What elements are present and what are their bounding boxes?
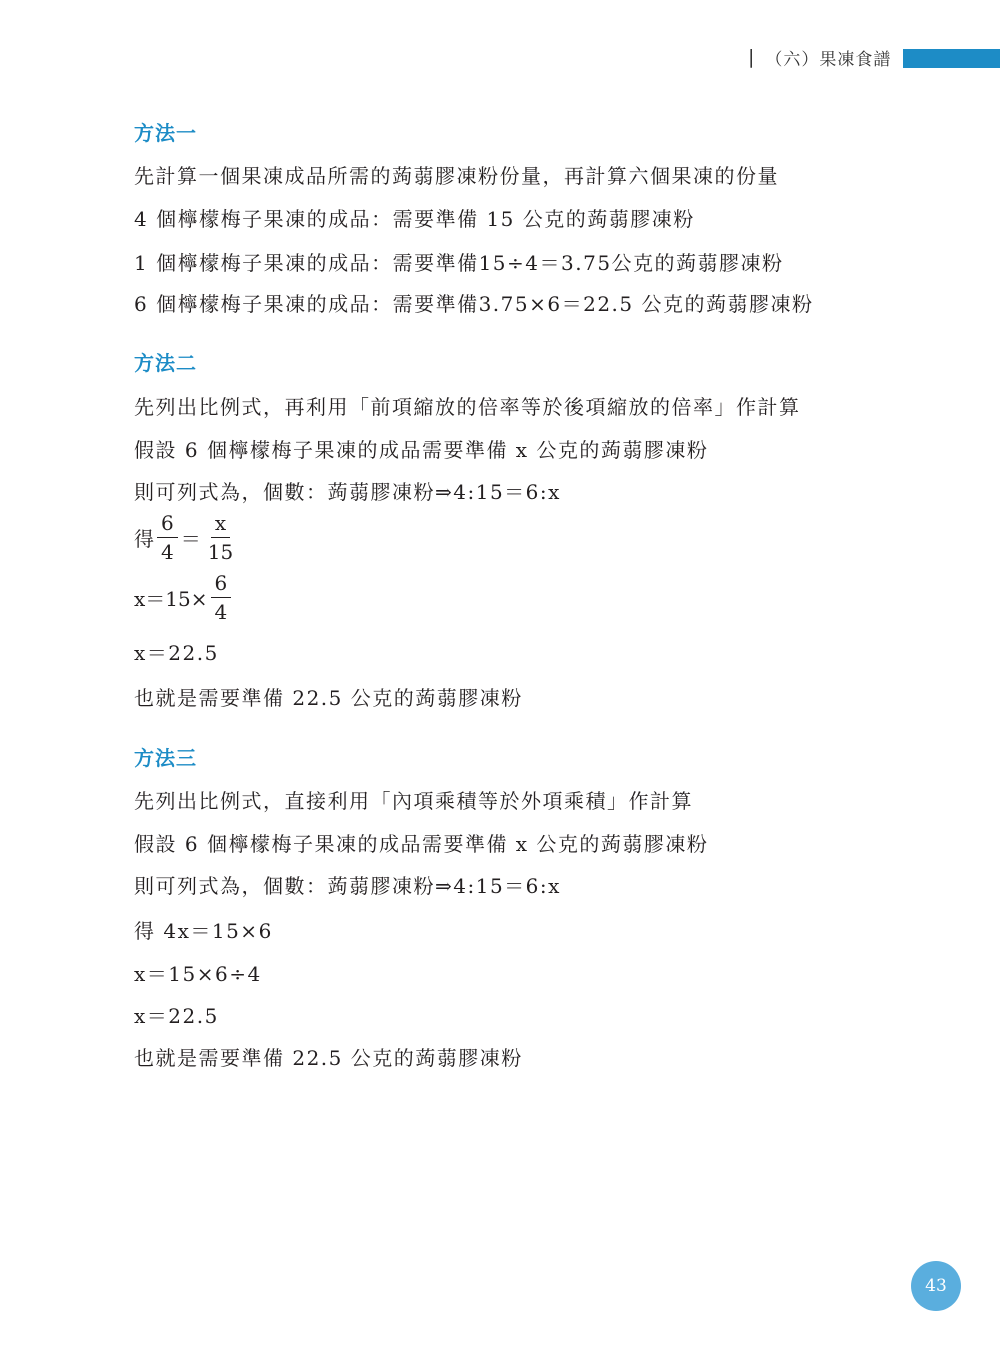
header-color-block — [903, 49, 1000, 68]
running-header — [748, 44, 891, 70]
method3-line: 假設 6 個檸檬梅子果凍的成品需要準備 x 公克的蒟蒻膠凍粉 — [134, 832, 709, 856]
method2-line: 假設 6 個檸檬梅子果凍的成品需要準備 x 公克的蒟蒻膠凍粉 — [134, 438, 709, 462]
method1-line: 1 個檸檬梅子果凍的成品：需要準備15÷4＝3.75公克的蒟蒻膠凍粉 — [134, 251, 784, 275]
method3-line: x＝22.5 — [134, 1004, 219, 1028]
method1-line: 4 個檸檬梅子果凍的成品：需要準備 15 公克的蒟蒻膠凍粉 — [134, 207, 695, 231]
method2-heading: 方法二 — [134, 351, 197, 375]
method3-line: 得 4x＝15×6 — [134, 919, 273, 943]
fraction-denominator: 4 — [214, 600, 228, 624]
method3-line: 先列出比例式，直接利用「內項乘積等於外項乘積」作計算 — [134, 789, 693, 813]
method2-line: 則可列式為，個數：蒟蒻膠凍粉⇒4:15＝6:x — [134, 480, 561, 504]
fraction — [211, 572, 232, 623]
method1-line: 先計算一個果凍成品所需的蒟蒻膠凍粉份量，再計算六個果凍的份量 — [134, 164, 779, 188]
method2-conclusion: 也就是需要準備 22.5 公克的蒟蒻膠凍粉 — [134, 686, 523, 710]
method2-line: 先列出比例式，再利用「前項縮放的倍率等於後項縮放的倍率」作計算 — [134, 395, 801, 419]
fraction-left — [157, 512, 178, 563]
fraction-right — [204, 512, 237, 563]
equation-prefix: x＝15× — [134, 587, 208, 611]
equals-sign: ＝ — [180, 527, 201, 551]
fraction-denominator: 15 — [207, 540, 234, 564]
fraction-numerator: 6 — [157, 512, 178, 538]
fraction-numerator: x — [211, 512, 230, 538]
chapter-title: （六）果凍食譜 — [765, 49, 892, 70]
equation-fraction-proportion — [134, 512, 240, 563]
method3-conclusion: 也就是需要準備 22.5 公克的蒟蒻膠凍粉 — [134, 1046, 523, 1070]
method2-result: x＝22.5 — [134, 641, 219, 665]
header-divider: | — [748, 46, 756, 68]
method3-line: 則可列式為，個數：蒟蒻膠凍粉⇒4:15＝6:x — [134, 874, 561, 898]
method3-heading: 方法三 — [134, 746, 197, 770]
equation-prefix: 得 — [134, 527, 154, 551]
fraction-denominator: 4 — [161, 540, 174, 564]
fraction-numerator: 6 — [211, 572, 232, 598]
equation-fraction-solve — [134, 572, 234, 623]
method1-line: 6 個檸檬梅子果凍的成品：需要準備3.75×6＝22.5 公克的蒟蒻膠凍粉 — [134, 292, 814, 316]
method1-heading: 方法一 — [134, 121, 197, 145]
method3-line: x＝15×6÷4 — [134, 962, 262, 986]
page-number: 43 — [911, 1261, 961, 1311]
